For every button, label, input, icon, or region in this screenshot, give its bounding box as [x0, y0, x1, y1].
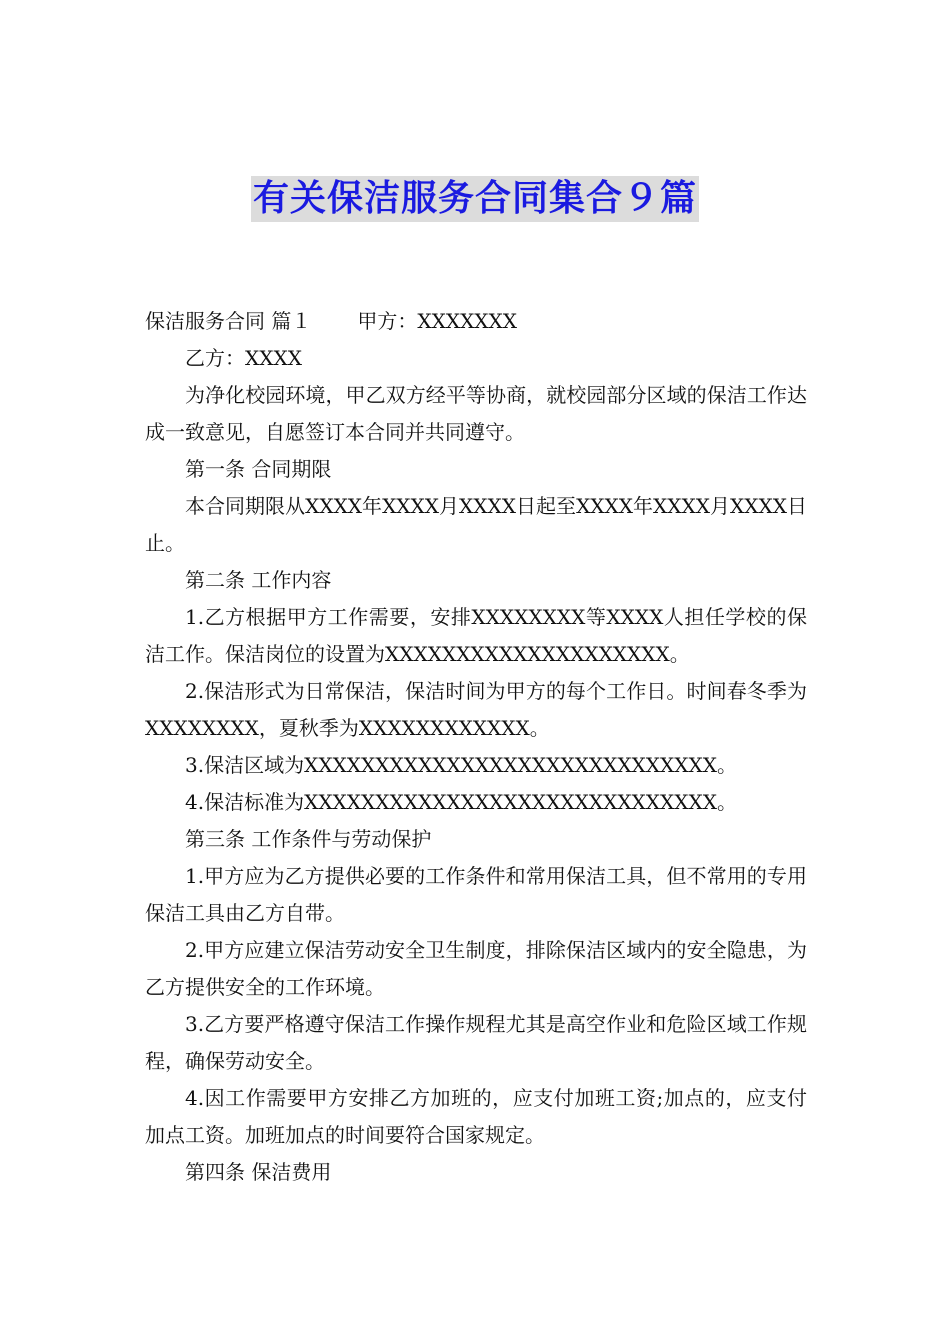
paragraph-condition-item-1: 1.甲方应为乙方提供必要的工作条件和常用保洁工具，但不常用的专用保洁工具由乙方自带。 — [145, 864, 807, 925]
paragraph-heading-line — [145, 303, 807, 340]
paragraph-condition-item-3: 3.乙方要严格遵守保洁工作操作规程尤其是高空作业和危险区域工作规程，确保劳动安全。 — [145, 1012, 807, 1073]
paragraph-work-item-2: 2.保洁形式为日常保洁，保洁时间为甲方的每个工作日。时间春冬季为XXXXXXXX，夏秋季为XXXXXXXXXXXX。 — [145, 679, 807, 740]
paragraph-work-item-3: 3.保洁区域为XXXXXXXXXXXXXXXXXXXXXXXXXXXXX。 — [185, 753, 737, 777]
party-a-line: 甲方：XXXXXXX — [357, 309, 518, 333]
paragraph-contract-period: 本合同期限从XXXX年XXXX月XXXX日起至XXXX年XXXX月XXXX日止。 — [145, 494, 807, 555]
article-2-heading: 第二条 工作内容 — [185, 568, 332, 592]
paragraph-condition-item-2: 2.甲方应建立保洁劳动安全卫生制度，排除保洁区域内的安全隐患，为乙方提供安全的工作环境。 — [145, 938, 807, 999]
article-1-heading: 第一条 合同期限 — [185, 457, 332, 481]
paragraph-work-item-4: 4.保洁标准为XXXXXXXXXXXXXXXXXXXXXXXXXXXXX。 — [185, 790, 737, 814]
article-3-heading: 第三条 工作条件与劳动保护 — [185, 827, 432, 851]
document-title: 有关保洁服务合同集合９篇 — [251, 176, 699, 222]
title-wrapper — [0, 176, 950, 222]
paragraph-condition-item-4: 4.因工作需要甲方安排乙方加班的，应支付加班工资;加点的，应支付加点工资。加班加点的时间要符合国家规定。 — [145, 1086, 807, 1147]
party-b-line: 乙方：XXXX — [185, 346, 302, 370]
document-body — [145, 303, 807, 1191]
contract-section-heading: 保洁服务合同 篇１ — [145, 309, 312, 333]
paragraph-work-item-1: 1.乙方根据甲方工作需要，安排XXXXXXXX等XXXX人担任学校的保洁工作。保洁岗位的设置为XXXXXXXXXXXXXXXXXXXX。 — [145, 605, 807, 666]
article-4-heading: 第四条 保洁费用 — [185, 1160, 332, 1184]
paragraph-intro: 为净化校园环境，甲乙双方经平等协商，就校园部分区域的保洁工作达成一致意见，自愿签订本合同并共同遵守。 — [145, 383, 807, 444]
